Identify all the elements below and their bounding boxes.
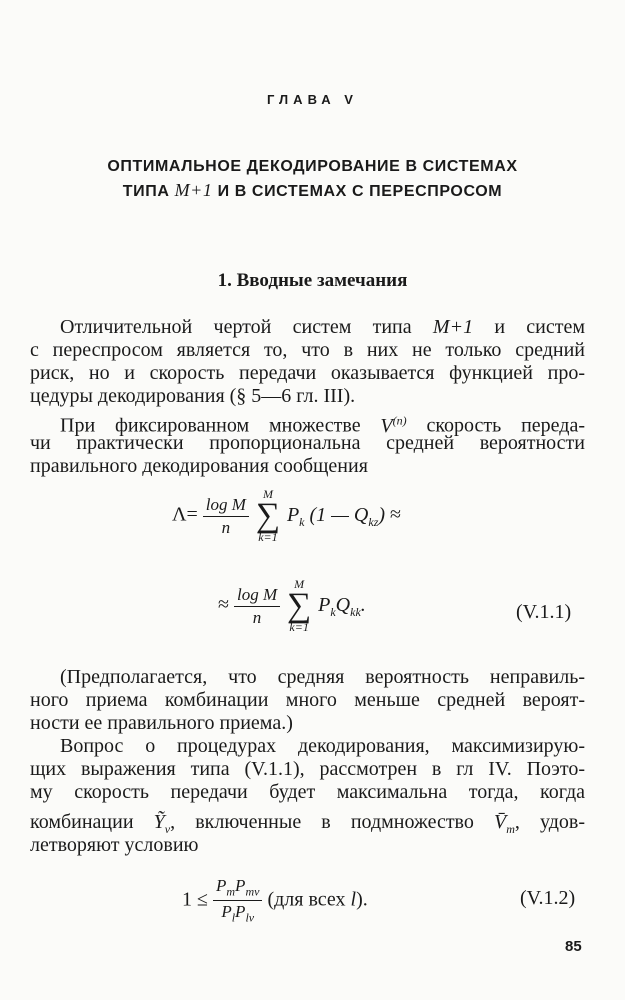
paragraph-1-line-2: с переспросом является то, что в них не только средний [30, 339, 585, 361]
math-inline: Ỹ$_\nu$, включенные в подмножество [153, 811, 474, 836]
math-inline: $V̄_m$, удов- [493, 811, 586, 836]
equation-number: (V.1.1) [516, 601, 572, 623]
math-symbol: Λ [172, 503, 187, 526]
text: скорость переда- [426, 414, 586, 437]
summation-symbol: M ∑ k=1 [255, 487, 281, 544]
math-inline: $V^{(n)}$ [380, 413, 407, 437]
text: и систем [494, 316, 586, 338]
paragraph-3-line-3: ности ее правильного приема.) [30, 712, 293, 734]
math-symbol: ≈ [390, 503, 402, 526]
chapter-title-line-1: ОПТИМАЛЬНОЕ ДЕКОДИРОВАНИЕ В СИСТЕМАХ [107, 158, 518, 175]
page-number: 85 [565, 938, 582, 955]
paragraph-3-line-2: ного приема комбинации много меньше средней вероят- [30, 689, 585, 711]
math-term: (1 — $Q_{kz}$) [309, 503, 386, 529]
equation-1-line-1 [172, 488, 401, 544]
text: ). [356, 888, 368, 911]
summation-symbol: M ∑ k=1 [287, 577, 312, 634]
math-inline: l [350, 888, 357, 911]
equation-number: (V.1.2) [520, 887, 576, 909]
paragraph-2-line-2: чи практически пропорциональна средней вероятности [30, 432, 585, 454]
equation-1-line-2 [218, 578, 366, 634]
fraction: $\frac{P_mP_{m\nu}}{P_lP_{l\nu}}$ [213, 876, 262, 926]
text: При фиксированном множестве [60, 414, 361, 437]
paragraph-1-line-4: цедуры декодирования (§ 5—6 гл. III). [30, 385, 356, 407]
paragraph-1-line-1 [30, 316, 585, 338]
paragraph-4-line-2: щих выражения типа (V.1.1), рассмотрен в гл IV. Поэто- [30, 758, 585, 780]
math-symbol: 1 ≤ [182, 888, 208, 911]
chapter-title-line-2 [0, 180, 625, 201]
fraction: $\frac{\text{log M}}{n}$ [203, 495, 249, 538]
math-term: $P_kQ_{kk}$. [318, 593, 366, 619]
math-symbol: = [186, 503, 198, 526]
paragraph-1-line-3: риск, но и скорость передачи оказывается функцией про- [30, 362, 585, 384]
text: комбинации [30, 811, 134, 833]
text: (для всех [267, 888, 346, 911]
paragraph-4-line-5: летворяют условию [30, 834, 199, 856]
math-inline: M+1 [432, 316, 474, 338]
text: Отличительной чертой систем типа [60, 316, 412, 338]
chapter-label: ГЛАВА V [267, 92, 358, 107]
paragraph-4-line-3: му скорость передачи будет максимальна тогда, когда [30, 781, 585, 803]
title-text: ТИПА [122, 183, 170, 200]
paragraph-2-line-3: правильного декодирования сообщения [30, 455, 368, 477]
math-term: $P_k$ [286, 503, 305, 529]
math-symbol: ≈ [218, 593, 229, 616]
fraction: $\frac{\text{log M}}{n}$ [234, 585, 280, 628]
paragraph-3-line-1: (Предполагается, что средняя вероятность неправиль- [60, 666, 585, 688]
equation-2 [182, 876, 368, 926]
title-math: M+1 [174, 180, 213, 200]
section-heading: 1. Вводные замечания [217, 270, 408, 291]
title-text: И В СИСТЕМАХ С ПЕРЕСПРОСОМ [217, 183, 503, 200]
paragraph-4-line-1: Вопрос о процедурах декодирования, максимизирую- [60, 735, 585, 757]
